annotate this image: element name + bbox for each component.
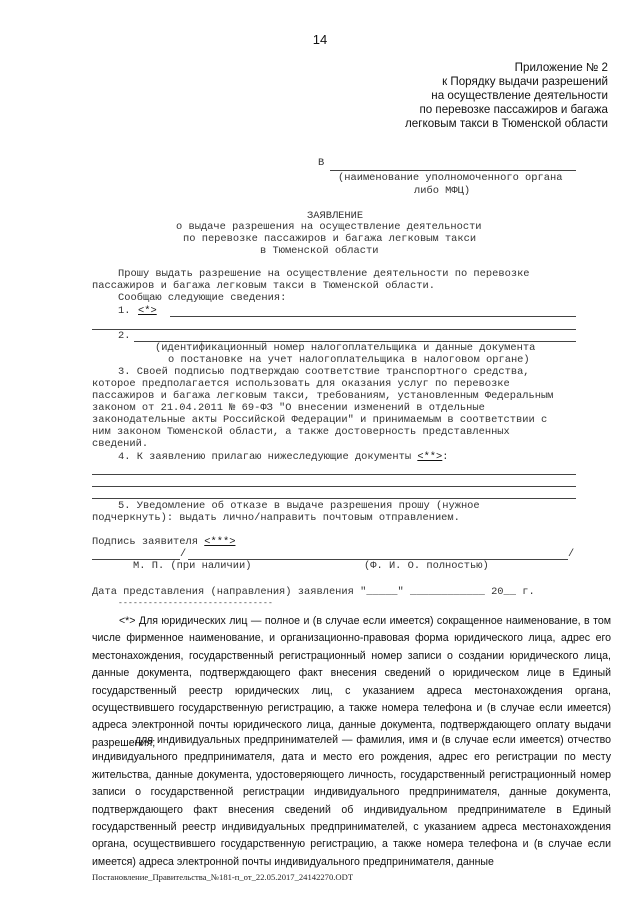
document-subtitle: о выдаче разрешения на осуществление деятельности bbox=[176, 221, 482, 233]
signature-caption: М. П. (при наличии) bbox=[133, 560, 252, 572]
item-2-caption: (идентификационный номер налогоплательщика и данные документа bbox=[155, 342, 536, 354]
item-3-text: сведений. bbox=[92, 438, 149, 450]
item-3-text: 3. Своей подписью подтверждаю соответствие транспортного средства, bbox=[118, 366, 530, 378]
addressee-prefix: В bbox=[318, 157, 325, 169]
item-1-number: 1. bbox=[118, 305, 131, 317]
item-3-text: законом от 21.04.2011 № 69-ФЗ "О внесении изменений в отдельные bbox=[92, 402, 485, 414]
item-4-field-line bbox=[92, 486, 576, 487]
item-2-number: 2. bbox=[118, 330, 131, 342]
footnote-ref-link[interactable]: <***> bbox=[204, 536, 236, 548]
page-number: 14 bbox=[312, 32, 328, 47]
addressee-field-line bbox=[330, 170, 576, 171]
signature-slash: / bbox=[568, 548, 575, 560]
footnote-ref-link[interactable]: <*> bbox=[138, 305, 157, 317]
body-paragraph: Прошу выдать разрешение на осуществление деятельности по перевозке bbox=[118, 268, 530, 280]
item-3-text: законодательные акты Российской Федерации" и принимаемым в соответствии с bbox=[92, 414, 548, 426]
appendix-line: по перевозке пассажиров и багажа bbox=[419, 103, 608, 116]
body-paragraph: пассажиров и багажа легковым такси в Тюменской области. bbox=[92, 280, 435, 292]
item-4-field-line bbox=[92, 474, 576, 475]
item-3-text: ним законом Тюменской области, а также достоверность представленных bbox=[92, 426, 510, 438]
signature-label: Подпись заявителя <***> bbox=[92, 536, 236, 548]
document-title: ЗАЯВЛЕНИЕ bbox=[307, 210, 364, 222]
item-4-text: 4. К заявлению прилагаю нижеследующие документы <**>: bbox=[118, 451, 449, 463]
footnote-separator: ------------------------------- bbox=[118, 599, 274, 608]
item-3-text: которое предполагается использовать для оказания услуг по перевозке bbox=[92, 378, 510, 390]
appendix-line: на осуществление деятельности bbox=[431, 89, 608, 102]
appendix-title: Приложение № 2 bbox=[514, 61, 608, 74]
signature-slash: / bbox=[180, 548, 187, 560]
appendix-line: к Порядку выдачи разрешений bbox=[442, 75, 608, 88]
document-subtitle: в Тюменской области bbox=[260, 245, 379, 257]
body-paragraph: Сообщаю следующие сведения: bbox=[118, 292, 287, 304]
document-footer: Постановление_Правительства_№181-п_от_22.05.2017_24142270.ODT bbox=[92, 872, 354, 882]
footnote-entrepreneurs: для индивидуальных предпринимателей — фамилия, имя и (в случае если имеется) отчество индивидуального предпринимателя, дата и место его рождения, адрес его регистрации по месту жительства, данные документа, удостоверяющего личность, государственный регистрационный номер записи о государственной регистрации индивидуального предпринимателя, данные документа, подтверждающего факт внесения сведений об индивидуальном предпринимателе в Единый государственный реестр индивидуальных предпринимателей, с указанием адреса местонахождения органа, осуществившего государственную регистрацию, а также номера телефона и (в случае если имеется) адреса электронной почты индивидуального предпринимателя, данные bbox=[92, 734, 611, 868]
item-1-field-line bbox=[170, 316, 576, 317]
item-3-text: пассажиров и багажа легковым такси, требованиям, установленным Федеральным bbox=[92, 390, 554, 402]
item-1-field-line bbox=[92, 329, 576, 330]
document-subtitle: по перевозке пассажиров и багажа легковым такси bbox=[183, 233, 477, 245]
item-5-text: 5. Уведомление об отказе в выдаче разрешения прошу (нужное bbox=[118, 500, 480, 512]
item-2-caption: о постановке на учет налогоплательщика в налоговом органе) bbox=[168, 354, 530, 366]
footnote-ref-link[interactable]: <**> bbox=[417, 451, 443, 463]
item-4-field-line bbox=[92, 498, 576, 499]
addressee-caption: (наименование уполномоченного органа bbox=[338, 172, 563, 184]
addressee-caption: либо МФЦ) bbox=[414, 185, 471, 197]
appendix-line: легковым такси в Тюменской области bbox=[405, 117, 608, 130]
item-5-text: подчеркнуть): выдать лично/направить почтовым отправлением. bbox=[92, 512, 460, 524]
submission-date: Дата представления (направления) заявления "_____" ____________ 20__ г. bbox=[92, 586, 535, 598]
signature-caption: (Ф. И. О. полностью) bbox=[364, 560, 489, 572]
footnote-legal-entities: <*> Для юридических лиц — полное и (в случае если имеется) сокращенное наименование, в том числе фирменное наименование, и организационно-правовая форма юридического лица, адрес его местонахождения, государственный регистрационный номер записи о создании юридического лица, данные документа, подтверждающего факт внесения сведений о юридическом лице в Единый государственный реестр юридических лиц, с указанием адреса местонахождения органа, осуществившего государственную регистрацию, а также номера телефона и (в случае если имеется) адреса электронной почты юридического лица, данные документа, подтверждающего оплату выдачи разрешения; bbox=[92, 615, 611, 749]
